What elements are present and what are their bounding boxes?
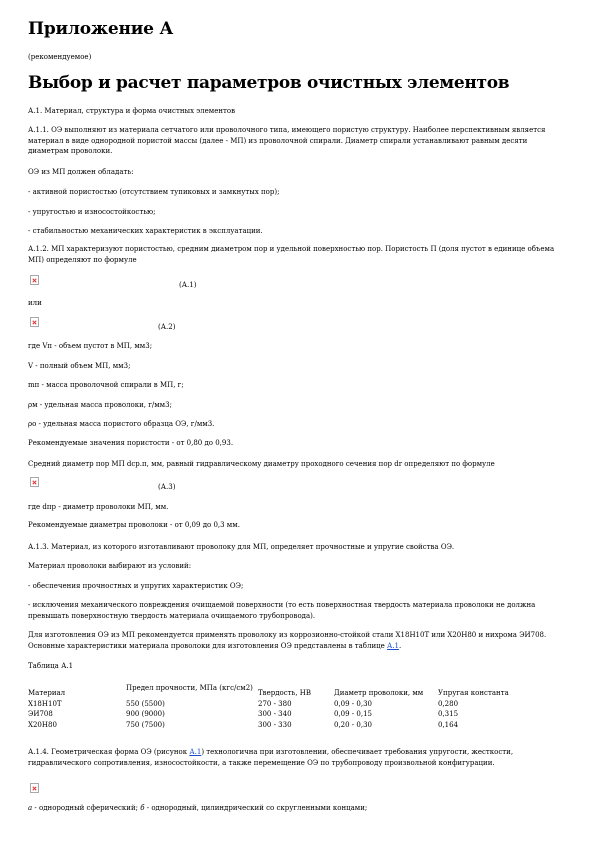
definition-spiral-mass: mп - масса проволочной спирали в МП, г; [28,381,184,389]
table-cell: 0,315 [438,710,459,718]
manufacturing-text-end: . [398,641,402,650]
table-cell: Х18Н10Т [28,699,62,708]
appendix-status: (рекомендуемое) [28,53,92,61]
paragraph-requirements: ОЭ из МП должен обладать: [28,168,134,176]
bullet-stability: - стабильностью механических характеристик в эксплуатации. [28,227,263,235]
paragraph-manufacturing [28,630,567,651]
section-heading: Выбор и расчет параметров очистных элементов [28,73,510,93]
table-cell: 300 - 330 [258,720,292,729]
table-cell: 300 - 340 [258,710,292,718]
table-cell: 0,20 - 0,30 [334,720,372,729]
table-row [28,721,528,732]
paragraph-conditions: Материал проволоки выбирают из условий: [28,562,192,570]
porosity-recommendation: Рекомендуемые значения пористости - от 0,80 до 0,93. [28,439,234,447]
definition-void-volume: где Vп - объем пустот в МП, мм3; [28,342,153,350]
wire-diameter-recommendation: Рекомендуемые диаметры проволоки - от 0,09 до 0,3 мм. [28,521,240,529]
equation-number-a1: (А.1) [179,281,197,289]
figure-a1-image [30,783,39,793]
table-cell: 0,09 - 0,30 [334,699,372,708]
paragraph-a14 [28,747,567,768]
equation-number-a3: (А.3) [158,483,176,491]
caption-label-a: а [28,804,33,812]
table-header-row [28,684,528,700]
a14-text-end: ) технологична при изготовлении, обеспечивает требования упругости, жесткости, гидравлического сопротивления, износостойкости, а также перемещение ОЭ по трубопроводу произвольной конфигурации. [28,748,514,767]
table-cell: Х20Н80 [28,720,57,729]
formula-a3-image [30,477,39,487]
equation-number-a2: (А.2) [158,323,176,331]
materials-table [28,684,528,731]
table-cell: 750 (7500) [126,720,165,729]
bullet-no-damage: - исключения механического повреждения очищаемой поверхности (то есть поверхностная твердость материала проволоки не должна превышать поверхностную твердость материала очищаемого трубопровода). [28,601,536,620]
bullet-strength: - обеспечения прочностных и упругих характеристик ОЭ; [28,582,244,590]
a14-text: А.1.4. Геометрическая форма ОЭ (рисунок [28,748,190,756]
table-cell: 900 (9000) [126,710,165,718]
bullet-elasticity: - упругостью и износостойкостью; [28,208,156,216]
caption-text-a: - однородный сферический; [32,804,141,812]
column-header-strength: Предел прочности, МПа (кгс/см2) [126,684,253,692]
column-header-elastic-constant: Упругая константа [438,689,509,697]
caption-text-b: - однородный, цилиндрический со скругленными концами; [144,804,368,812]
table-row [28,700,528,711]
table-cell: 0,164 [438,720,459,729]
definition-total-volume: V - полный объем МП, мм3; [28,362,131,370]
caption-label-b: б [140,804,145,812]
definition-wire-density: ρм - удельная масса проволоки, г/мм3; [28,401,172,409]
paragraph-a11: А.1.1. ОЭ выполняют из материала сетчатого или проволочного типа, имеющего пористую структуру. Наиболее перспективным является материал в виде однородной пористой массы (далее - МП) из проволочной спирали. Диаметр спирали устанавливают равным десяти диаметрам проволоки. [28,126,546,155]
definition-wire-diameter: где dпр - диаметр проволоки МП, мм. [28,503,169,511]
appendix-title: Приложение А [28,19,174,39]
definition-sample-density: ρо - удельная масса пористого образца ОЭ, г/мм3. [28,420,215,428]
column-header-material: Материал [28,689,66,697]
paragraph-mean-diameter: Средний диаметр пор МП dср.п, мм, равный гидравлическому диаметру проходного сечения пор dr определяют по формуле [28,460,495,468]
table-cell: 550 (5500) [126,699,165,708]
table-label: Таблица А.1 [28,662,74,670]
bullet-porosity: - активной пористостью (отсутствием тупиковых и замкнутых пор); [28,188,280,196]
figure-a1-link[interactable]: А.1 [189,748,202,756]
or-text: или [28,299,42,307]
table-cell: 270 - 380 [258,699,292,708]
table-a1-link[interactable]: А.1 [387,641,399,650]
column-header-diameter: Диаметр проволоки, мм [334,689,424,697]
table-cell: 0,09 - 0,15 [334,710,372,718]
table-row [28,710,528,721]
formula-a2-image [30,317,39,327]
table-cell: ЭИ708 [28,710,53,718]
table-cell: 0,280 [438,699,459,708]
paragraph-a12: А.1.2. МП характеризуют пористостью, средним диаметром пор и удельной поверхностью пор. Пористость П (доля пустот в единице объема МП) определяют по формуле [28,245,555,264]
figure-caption [28,803,567,814]
column-header-hardness: Твердость, НВ [258,689,312,697]
manufacturing-text: Для изготовления ОЭ из МП рекомендуется применять проволоку из коррозионно-стойкой стали Х18Н10Т или Х20Н80 и нихрома ЭИ708. Основные характеристики материала проволоки для изготовления ОЭ представлены в таблице [28,631,547,650]
section-a1-heading: А.1. Материал, структура и форма очистных элементов [28,107,236,115]
formula-a1-image [30,275,39,285]
paragraph-a13: А.1.3. Материал, из которого изготавливают проволоку для МП, определяет прочностные и упругие свойства ОЭ. [28,543,455,551]
